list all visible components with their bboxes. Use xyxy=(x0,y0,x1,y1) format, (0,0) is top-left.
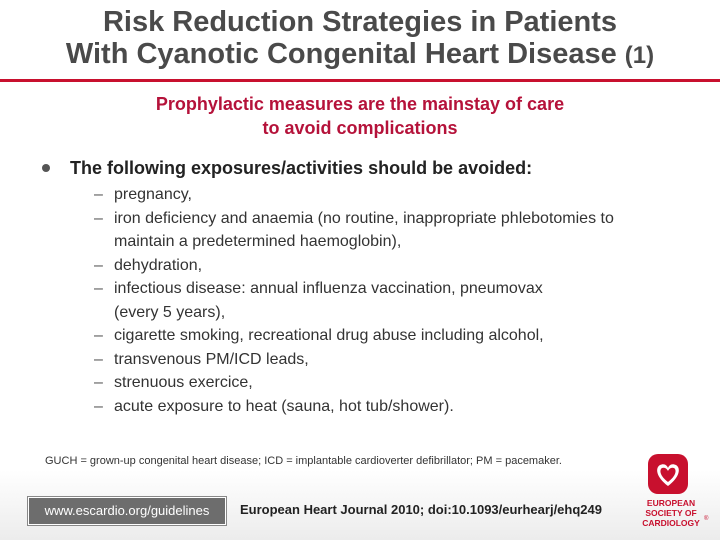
bullet-dot-icon xyxy=(42,164,50,172)
list-item-line: cigarette smoking, recreational drug abuse including alcohol, xyxy=(114,327,544,344)
list-item-line: dehydration, xyxy=(114,256,203,274)
list-item xyxy=(88,348,698,372)
title-divider xyxy=(0,79,720,82)
slide-title xyxy=(0,6,720,72)
title-line-1: Risk Reduction Strategies in Patients xyxy=(102,6,618,38)
dash-icon: – xyxy=(94,209,103,227)
dash-icon: – xyxy=(94,374,103,391)
dash-icon: – xyxy=(94,186,103,203)
dash-icon: – xyxy=(94,350,103,368)
title-line-2 xyxy=(0,38,720,72)
list-item xyxy=(88,371,698,395)
list-item xyxy=(88,254,698,278)
list-item xyxy=(88,183,698,207)
dash-icon: – xyxy=(94,280,103,297)
list-item-line: infectious disease: annual influenza vaccination, pneumovax xyxy=(114,280,543,297)
subtitle-line-2: to avoid complications xyxy=(262,118,458,138)
list-item-line: acute exposure to heat (sauna, hot tub/shower). xyxy=(114,397,454,415)
logo-text-line: CARDIOLOGY xyxy=(642,518,700,528)
list-item-line: transvenous PM/ICD leads, xyxy=(114,350,309,368)
list-item xyxy=(88,277,698,324)
list-item-line: pregnancy, xyxy=(114,186,192,203)
list-item xyxy=(88,324,698,348)
esc-logo xyxy=(636,448,716,538)
list-item-line: maintain a predetermined haemoglobin), xyxy=(114,233,402,250)
logo-wordmark xyxy=(636,498,709,528)
logo-text-line: EUROPEAN xyxy=(646,498,696,508)
main-bullet-text: The following exposures/activities should be avoided: xyxy=(70,158,533,178)
dash-icon: – xyxy=(94,397,103,415)
abbreviations-footnote: GUCH = grown-up congenital heart disease; ICD = implantable cardioverter defibrillator; PM = pacemaker. xyxy=(45,455,562,467)
list-item xyxy=(88,395,698,419)
slide-subtitle xyxy=(0,92,720,140)
dash-icon: – xyxy=(94,327,103,344)
logo-text-line: SOCIETY OF xyxy=(645,508,697,518)
dash-icon: – xyxy=(94,256,103,274)
list-item-line: (every 5 years), xyxy=(114,303,226,321)
title-line-2-text: With Cyanotic Congenital Heart Disease xyxy=(65,38,617,70)
registered-mark: ® xyxy=(704,516,709,522)
list-item xyxy=(88,207,698,254)
esc-heart-logo-icon xyxy=(646,452,690,496)
guidelines-link[interactable]: www.escardio.org/guidelines xyxy=(28,497,226,525)
exposure-list xyxy=(88,183,698,418)
list-item-line: strenuous exercice, xyxy=(114,374,253,391)
subtitle-line-1: Prophylactic measures are the mainstay of care xyxy=(155,94,565,114)
title-number: (1) xyxy=(624,42,655,69)
list-item-line: iron deficiency and anaemia (no routine, inappropriate phlebotomies to xyxy=(114,209,614,227)
journal-citation: European Heart Journal 2010; doi:10.1093/eurhearj/ehq249 xyxy=(240,502,602,517)
